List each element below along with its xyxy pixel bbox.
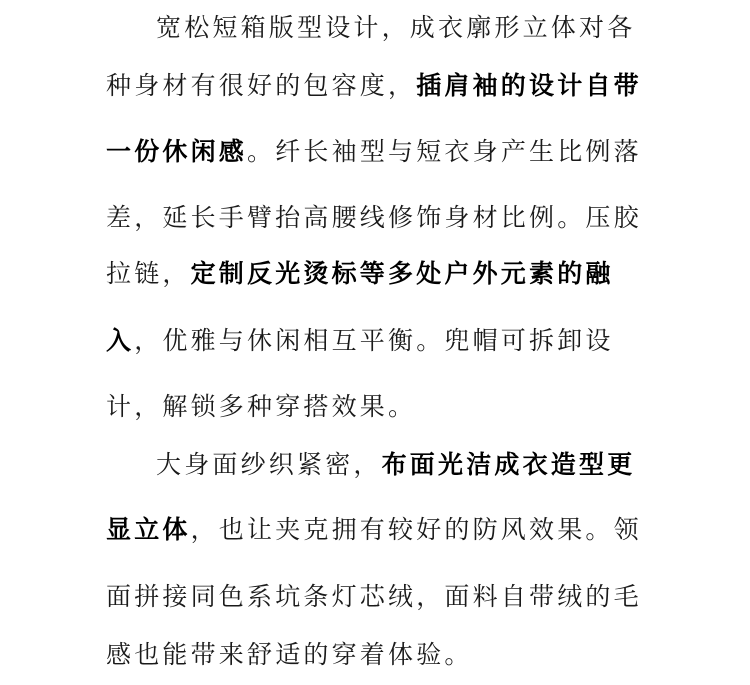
text-run: 大身面纱织紧密， — [156, 450, 382, 479]
text-run: 感也能带来舒适的穿着体验。 — [106, 640, 473, 669]
text-run: ，优雅与休闲相互平衡。兜帽可拆卸设 — [134, 326, 614, 355]
text-line — [106, 326, 666, 356]
text-line — [106, 259, 666, 289]
bold-text-run: 插肩袖的设计自带 — [416, 71, 642, 100]
bold-text-run: 显立体 — [106, 515, 191, 544]
text-line — [156, 13, 666, 43]
bold-text-run: 入 — [106, 326, 135, 355]
text-run: 计，解锁多种穿搭效果。 — [106, 392, 417, 421]
text-line — [156, 450, 666, 480]
text-run: 拉链， — [106, 259, 191, 288]
text-line — [106, 203, 666, 233]
text-run: 面拼接同色系坑条灯芯绒，面料自带绒的毛 — [106, 582, 642, 611]
text-run: 。纤长袖型与短衣身产生比例落 — [247, 137, 642, 166]
bold-text-run: 一份休闲感 — [106, 137, 248, 166]
bold-text-run: 定制反光烫标等多处户外元素的融 — [190, 259, 614, 288]
text-line — [106, 137, 666, 167]
text-run: 宽松短箱版型设计，成衣廓形立体对各 — [156, 13, 636, 42]
text-line — [106, 640, 666, 670]
bold-text-run: 布面光洁成衣造型更 — [381, 450, 636, 479]
text-line — [106, 515, 666, 545]
text-run: 差，延长手臂抬高腰线修饰身材比例。压胶 — [106, 203, 642, 232]
text-run: ，也让夹克拥有较好的防风效果。领 — [190, 515, 642, 544]
text-line — [106, 392, 666, 422]
text-run: 种身材有很好的包容度， — [106, 71, 417, 100]
text-line — [106, 582, 666, 612]
text-line — [106, 71, 666, 101]
